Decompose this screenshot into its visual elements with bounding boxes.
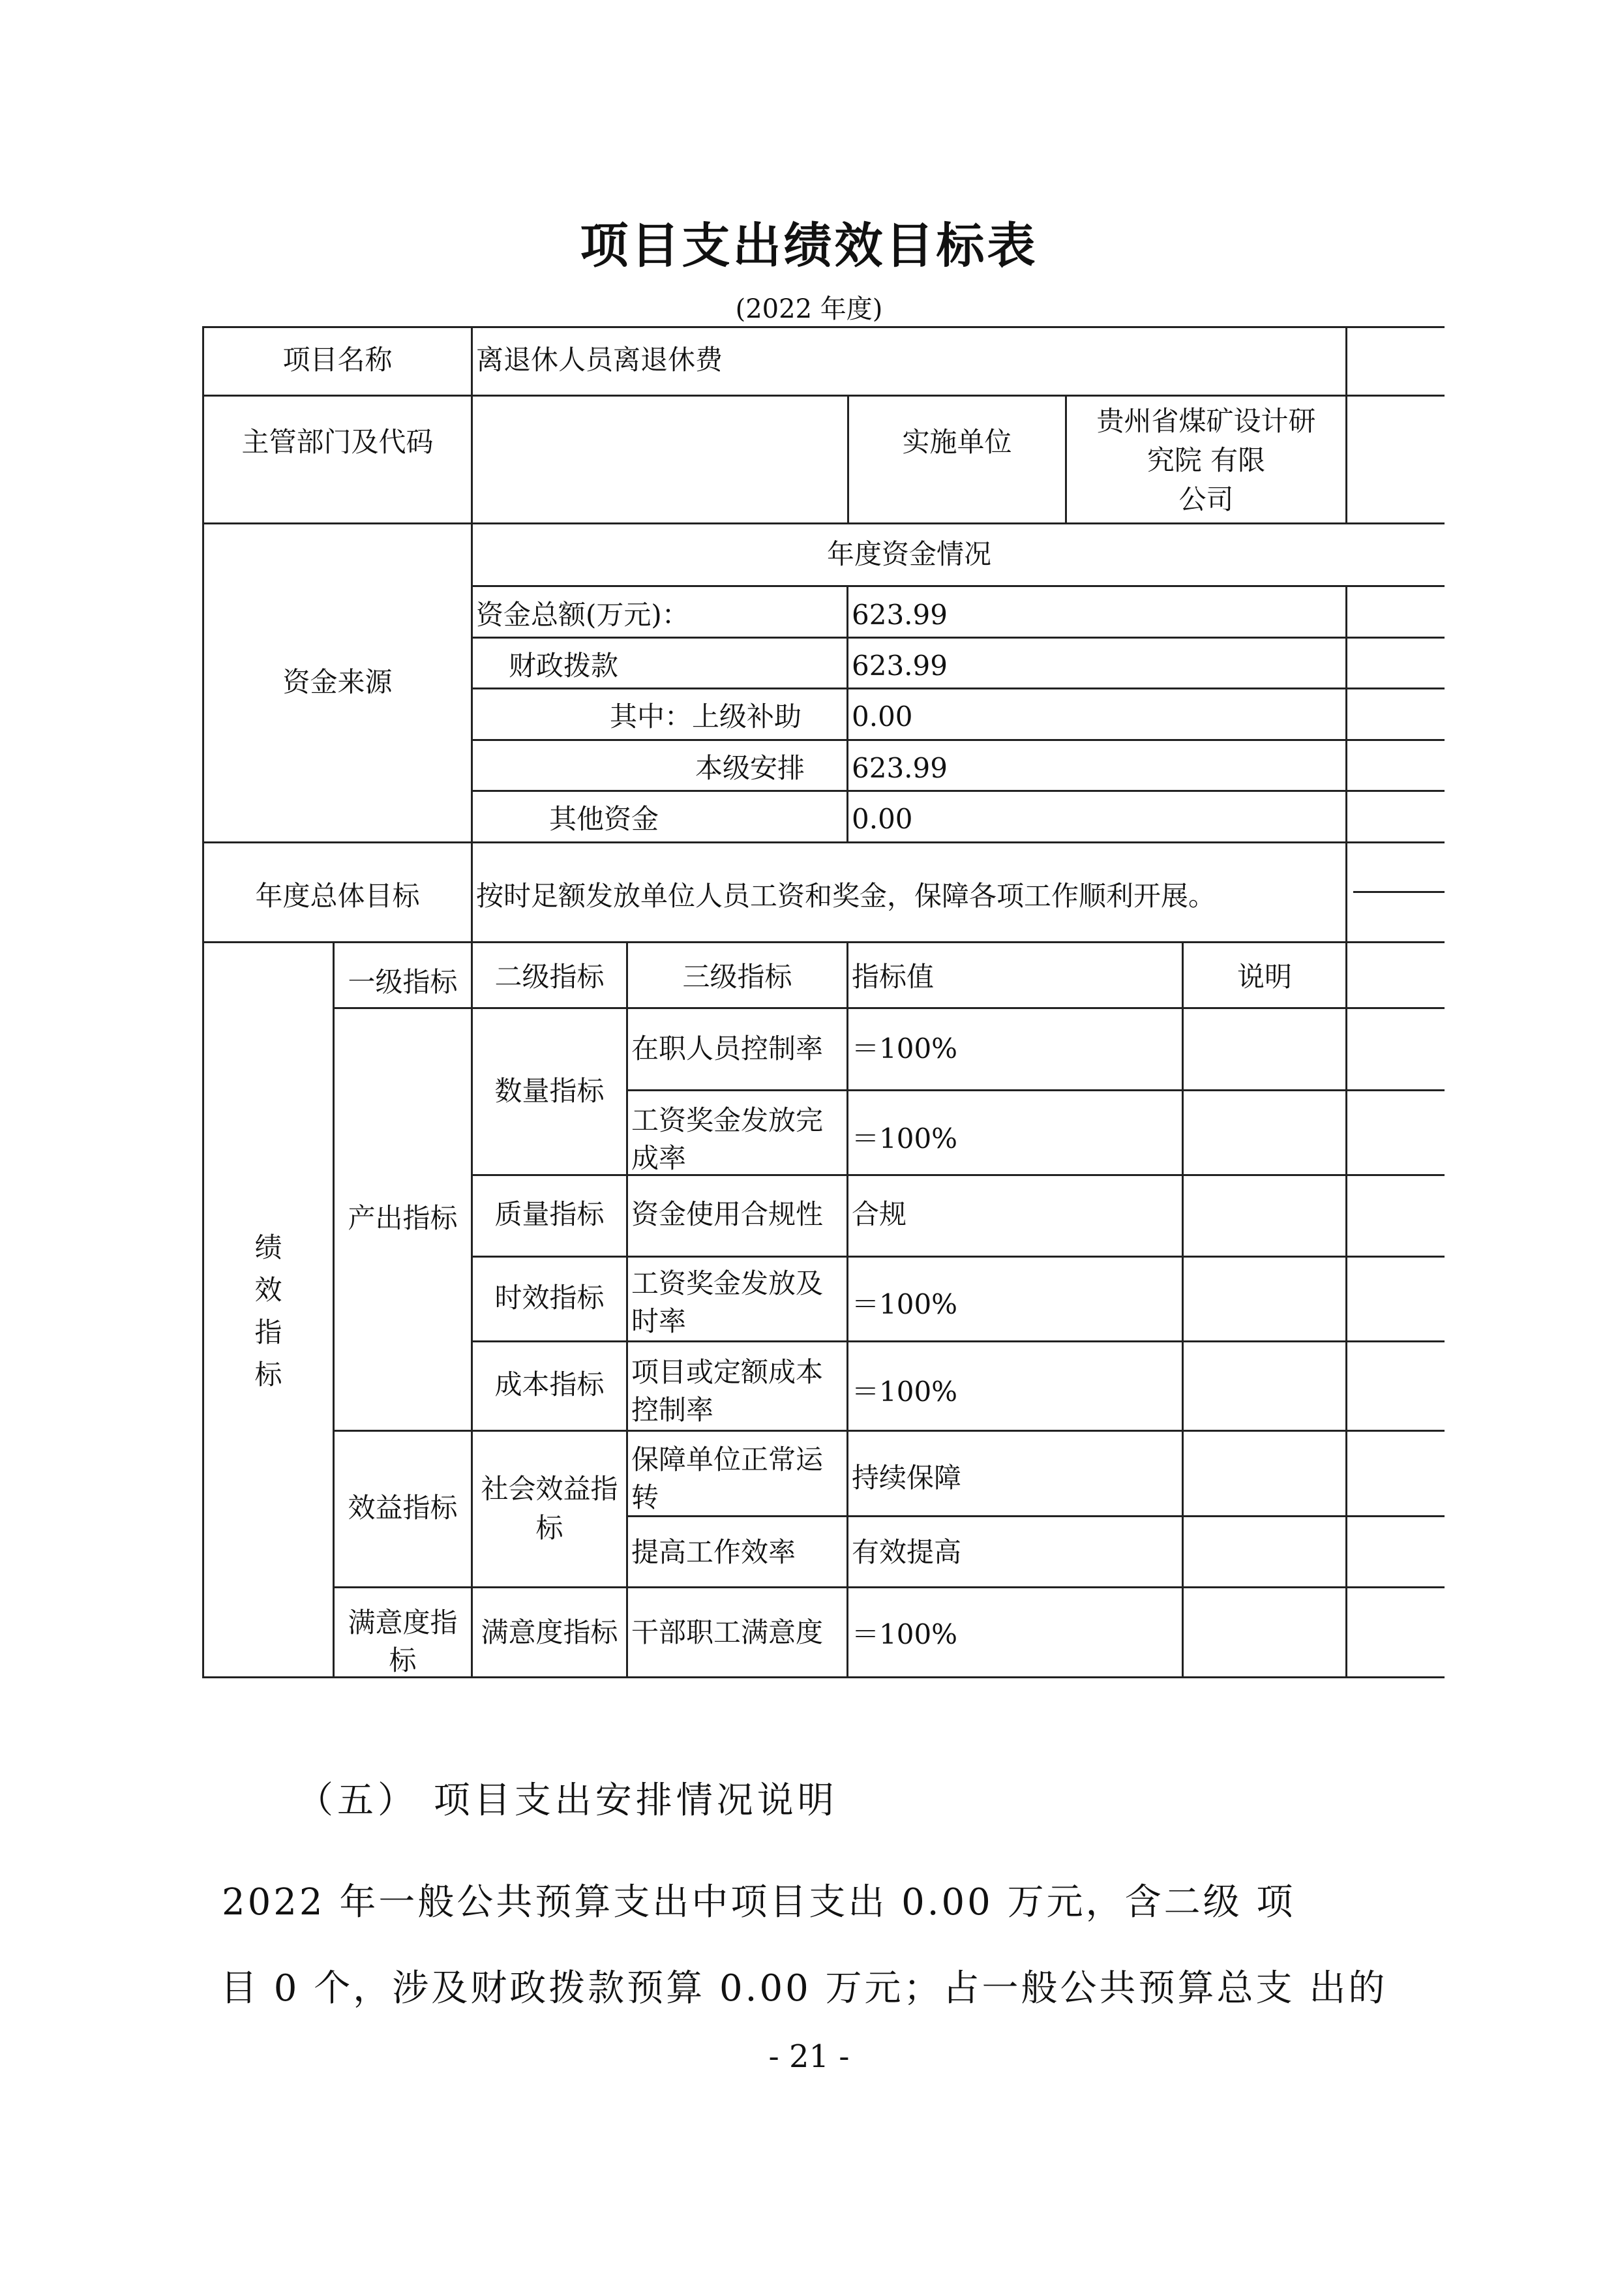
- fund-source-label: 资金来源: [282, 666, 393, 698]
- row6-indicator-2: 转: [631, 1481, 659, 1513]
- fund-total-value: 623.99: [852, 599, 948, 631]
- row6-indicator-1: 保障单位正常运: [631, 1443, 824, 1475]
- page-title: 项目支出绩效目标表: [580, 218, 1038, 274]
- level2-quality: 质量指标: [494, 1198, 605, 1230]
- section-heading: （五） 项目支出安排情况说明: [297, 1779, 838, 1822]
- row5-indicator-2: 控制率: [631, 1394, 714, 1426]
- paragraph-line-2: 目 0 个，涉及财政拨款预算 0.00 万元；占一般公共预算总支 出的: [220, 1967, 1388, 2010]
- annual-fund-header: 年度资金情况: [826, 538, 991, 570]
- row4-indicator-1: 工资奖金发放及: [631, 1267, 824, 1299]
- row1-indicator: 在职人员控制率: [631, 1033, 824, 1065]
- header-value: 指标值: [852, 961, 935, 993]
- row2-indicator-1: 工资奖金发放完: [631, 1104, 824, 1136]
- fund-superior-value: 0.00: [852, 701, 913, 733]
- impl-unit-line-1: 贵州省煤矿设计研: [1096, 405, 1316, 437]
- level2-satisfaction: 满意度指标: [481, 1616, 618, 1648]
- row5-value: ＝100%: [852, 1376, 958, 1408]
- header-level3: 三级指标: [682, 961, 792, 993]
- level1-satisfaction-1: 满意度指: [348, 1607, 458, 1639]
- header-note: 说明: [1236, 961, 1292, 993]
- level2-social-2: 标: [535, 1512, 563, 1544]
- fund-fiscal-value: 623.99: [852, 650, 948, 682]
- level2-timeliness: 时效指标: [494, 1282, 605, 1314]
- row2-indicator-2: 成率: [631, 1142, 687, 1174]
- row6-value: 持续保障: [852, 1462, 962, 1494]
- row8-value: ＝100%: [852, 1618, 958, 1650]
- impl-unit-line-3: 公司: [1178, 483, 1234, 515]
- fund-fiscal-label: 财政拨款: [509, 650, 619, 682]
- year-label: (2022 年度): [735, 294, 883, 324]
- fund-superior-label: 其中：上级补助: [610, 701, 802, 733]
- row4-indicator-2: 时率: [631, 1305, 687, 1337]
- level1-output: 产出指标: [348, 1202, 458, 1234]
- perf-label-1: 绩: [254, 1231, 282, 1263]
- perf-label-2: 效: [254, 1274, 282, 1306]
- header-level2: 二级指标: [494, 961, 605, 993]
- impl-unit-label: 实施单位: [902, 426, 1012, 458]
- fund-local-value: 623.99: [852, 752, 948, 784]
- level2-social-1: 社会效益指: [481, 1473, 618, 1505]
- row3-value: 合规: [852, 1198, 907, 1230]
- level1-benefit: 效益指标: [348, 1492, 458, 1524]
- row3-indicator: 资金使用合规性: [631, 1198, 824, 1230]
- row4-value: ＝100%: [852, 1288, 958, 1320]
- fund-other-value: 0.00: [852, 803, 913, 835]
- perf-label-4: 标: [254, 1359, 282, 1391]
- row7-indicator: 提高工作效率: [631, 1536, 796, 1568]
- row5-indicator-1: 项目或定额成本: [631, 1356, 824, 1388]
- dept-label: 主管部门及代码: [241, 426, 434, 458]
- annual-goal-label: 年度总体目标: [255, 880, 420, 912]
- header-level1: 一级指标: [348, 966, 458, 998]
- impl-unit-line-2: 究院 有限: [1146, 444, 1266, 476]
- annual-goal-text: 按时足额发放单位人员工资和奖金，保障各项工作顺利开展。: [476, 880, 1216, 912]
- fund-other-label: 其他资金: [549, 803, 659, 835]
- fund-total-label: 资金总额(万元)：: [476, 599, 689, 631]
- project-name-value: 离退休人员离退休费: [476, 344, 723, 376]
- page-number: - 21 -: [768, 2038, 850, 2075]
- level1-satisfaction-2: 标: [389, 1644, 417, 1676]
- level2-cost: 成本指标: [494, 1368, 605, 1400]
- paragraph-line-1: 2022 年一般公共预算支出中项目支出 0.00 万元，含二级 项: [222, 1881, 1296, 1924]
- row1-value: ＝100%: [852, 1033, 958, 1065]
- level2-quantity: 数量指标: [494, 1075, 605, 1107]
- perf-label-3: 指: [254, 1316, 282, 1348]
- fund-local-label: 本级安排: [695, 752, 805, 784]
- row7-value: 有效提高: [852, 1536, 962, 1568]
- row8-indicator: 干部职工满意度: [631, 1616, 824, 1648]
- row2-value: ＝100%: [852, 1123, 958, 1155]
- project-name-label: 项目名称: [282, 344, 393, 376]
